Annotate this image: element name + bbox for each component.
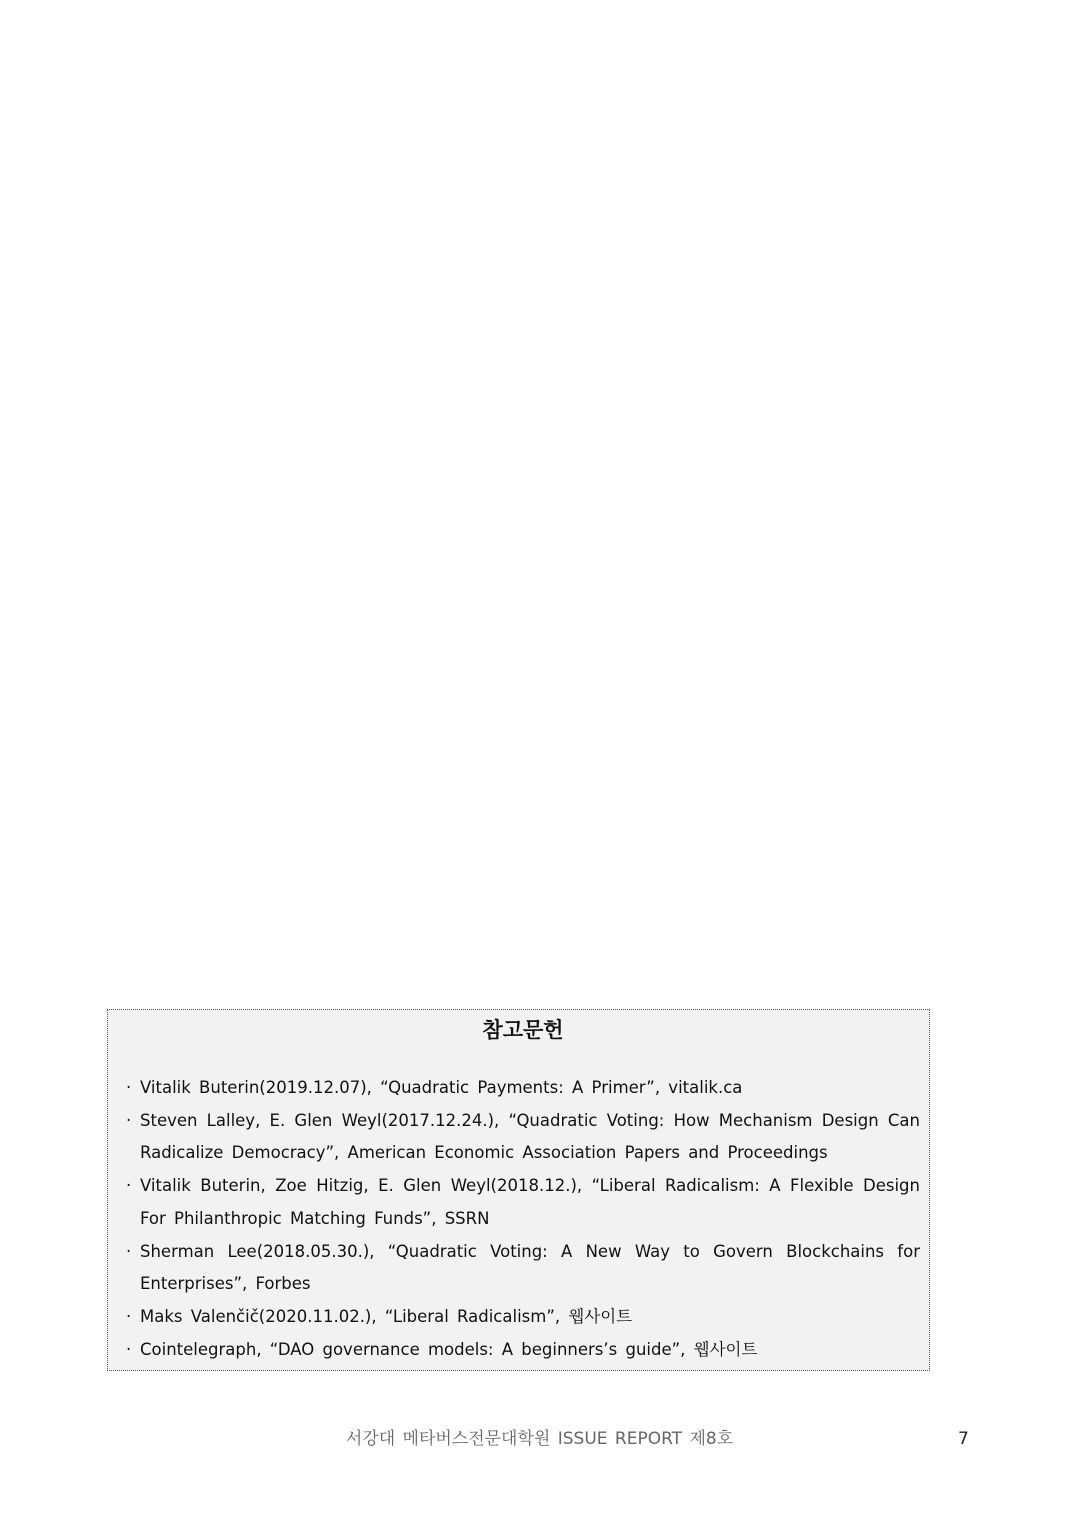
page-footer: 서강대 메타버스전문대학원 ISSUE REPORT 제8호 [345,1429,734,1449]
references-list [126,1072,920,1366]
page-number: 7 [958,1429,969,1449]
reference-text: Steven Lalley, E. Glen Weyl(2017.12.24.), “Quadratic Voting: How Mechanism Design Can Radicalize Democracy”, American Economic Association Papers and Proceedings [140,1110,920,1163]
reference-item [126,1334,920,1367]
reference-text: Vitalik Buterin, Zoe Hitzig, E. Glen Weyl(2018.12.), “Liberal Radicalism: A Flexible Design For Philanthropic Matching Funds”, SSRN [140,1176,920,1228]
reference-item [126,1236,920,1301]
reference-text: Sherman Lee(2018.05.30.), “Quadratic Voting: A New Way to Govern Blockchains for Enterprises”, Forbes [140,1241,920,1294]
bullet: · [126,1339,132,1359]
reference-item [126,1170,920,1235]
bullet: · [126,1241,132,1261]
reference-text: Maks Valenčič(2020.11.02.), “Liberal Radicalism”, 웹사이트 [140,1306,633,1326]
bullet: · [126,1110,132,1130]
bullet: · [126,1078,132,1097]
reference-item [126,1301,920,1334]
reference-text: Cointelegraph, “DAO governance models: A beginners’s guide”, 웹사이트 [140,1339,758,1359]
references-title: 참고문헌 [482,1018,564,1042]
reference-item [126,1105,920,1170]
reference-text: Vitalik Buterin(2019.12.07), “Quadratic Payments: A Primer”, vitalik.ca [140,1078,743,1097]
references-box [107,1009,930,1371]
bullet: · [126,1176,132,1196]
reference-item [126,1072,920,1105]
bullet: · [126,1306,132,1326]
